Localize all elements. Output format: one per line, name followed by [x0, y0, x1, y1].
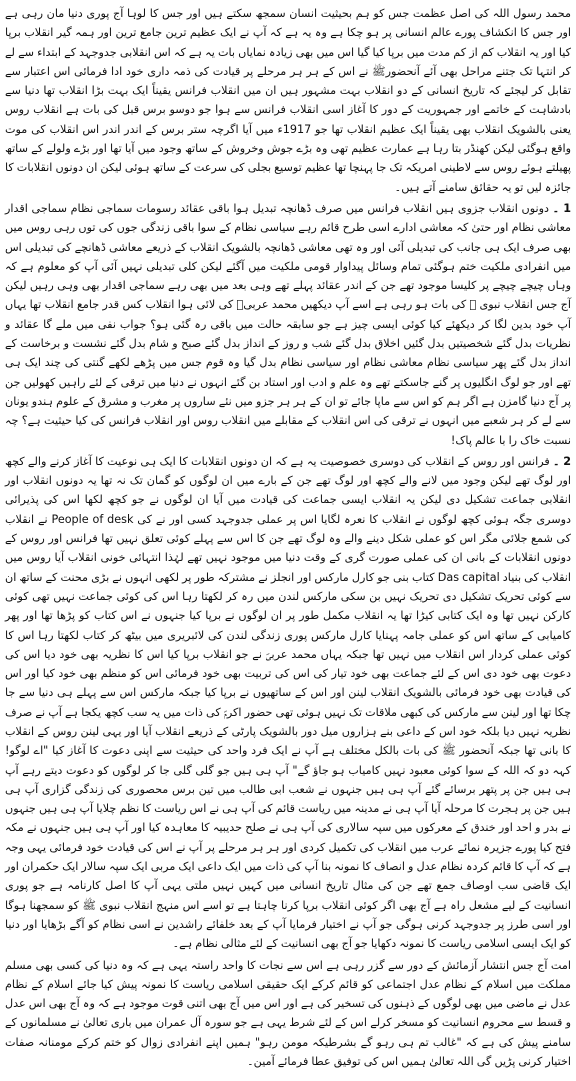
paragraph-point-1 — [5, 199, 571, 450]
paragraph-lead: 1 ۔ — [552, 201, 571, 215]
paragraph-text: دونوں انقلاب جزوی ہیں انقلاب فرانس میں صرف ڈھانچہ تبدیل ہوا باقی عقائد رسومات سماجی نظام سماجی اقدار معاشی نظام اور حتیٰ کہ معاشی ادارے اسی طرح قائم رہے سیاسی نظام کے سوا باقی زندگی جوں کی توں رہی روس میں بھی صرف ایک ہی جانب کی تبدیلی آئی اور وہ تھی معاشی ڈھانچہ بالشویک انقلاب کے ذریعے معاشی ڈھانچے کی تبدیلی اس میں انفرادی ملکیت ختم ہوگئی تمام وسائل پیداوار قومی ملکیت میں آگئے لیکن کلی تبدیلی نہیں آئی آپ کو معلوم ہے کہ وہاں چیچے چیچے پر کلیسا موجود تھے جن کے اندر عقائد پہلے تھے وہی بعد میں بھی رہے سماجی اقدار بھی وہی رہیں لیکن آج جس انقلاب نبوی ﷺ کی بات ہو رہی ہے اسے آپ دیکھیں محمد عربیؐ کی لائی ہوا انقلاب کس قدر جامع انقلاب تھا یہاں آپ خود بدین لگا کر دیکھئے کیا کوئی ایسی چیز ہے جو سابقہ حالت میں باقی رہ گئی ہو؟ جواب نفی میں ملے گا عقائد و نظریات بدل گئے شخصیتیں بدل گئیں اخلاق بدل گئے شب و روز کے انداز بدل گئے صبح و شام بدل گئے نشست و برخاست کے انداز بدل گئے پھر سیاسی نظام معاشی نظام اور سیاسی نظام بدل گیا وہ قوم جس میں پڑھے لکھے گنتی کی چند ایک ہی تھے اور جو لوگ انگلیوں پر گنے جاسکتے تھے وہ علم و ادب اور استاد بن گئے انہوں نے دنیا میں ترقی کے لئے راہیں کھولیں جن پر آج دنیا گامزن ہے اگر ہم کو اس سے ماپا جائے تو ان کے ہر ہر جزو میں نئے ساروں پر مغرب و مشرق کے علوم ہندو یونان سے لے کر ہر شعبے میں انہوں نے ترقی کی اس انقلاب کے مقابلے میں انقلاب روس اور انقلاب فرانس کی کیا حیثیت ہے؟ چہ نسبت خاک را با عالم پاک! — [5, 201, 571, 447]
paragraph-point-2 — [5, 452, 571, 954]
paragraph-text: محمد رسول اللہ کی اصل عظمت جس کو ہم بحیثیت انسان سمجھ سکتے ہیں اور جس کا لوہا آج پوری دنیا مان رہی ہے اور جس کا انکشاف پورے عالم انسانی پر ہو چکا ہے وہ یہ ہے کہ آپ نے ایک عظیم ترین جامع ترین اور ہمہ گیر انقلاب برپا کیا اور یہ انقلاب کم از کم مدت میں برپا کیا گیا اس میں بھی زیادہ نمایاں بات یہ ہے کہ اس انقلابی جدوجہد کے ابتداء سے لے کر انتہا تک جتنے مراحل بھی آئے آنحضورﷺ نے اس کے ہر ہر مرحلے پر قیادت کی ذمہ داری خود ادا فرمائی اس اعتبار سے تقابل کر لیجئے کہ تاریخ انسانی کے دو انقلاب بہت مشہور ہیں ان میں انقلاب فرانس یقیناً ایک بہت بڑا انقلاب تھا دنیا سے بادشاہت کے خاتمے اور جمہوریت کے دور کا آغاز اسی انقلاب فرانس سے ہوا جو دوسو برس قبل کی بات ہے انقلاب روس یعنی بالشویک انقلاب بھی یقیناً ایک عظیم انقلاب تھا جو 1917ء میں آیا اگرچہ ستر برس کے اندر اندر اس انقلاب کی موت واقع ہوگئی لیکن کھنڈر بتا رہا ہے عمارت عظیم تھی وہ بڑے جوش وخروش کے ساتھ وجود میں آیا تھا اور بڑے ولولے کے ساتھ پھیلتے ہوئے روس سے لاطینی امریکہ تک جا پہنچا تھا عظیم توسیع بجلی کی سرعت کے ساتھ ہوئی لیکن ان دونوں انقلابات کا جائزہ لیں تو یہ حقائق سامنے آتے ہیں۔ — [5, 7, 572, 194]
paragraph-text: فرانس اور روس کے انقلاب کی دوسری خصوصیت یہ ہے کہ ان دونوں انقلابات کا ایک ہی نوعیت کا آغاز کرنے والے کچھ اور لوگ تھے لیکن وجود میں لانے والے کچھ اور لوگ تھے جن کے بارے میں ان لوگوں کو گمان تک نہ تھا یہ دونوں انقلاب اور انقلابی جماعت تشکیل دی لیکن یہ انقلاب ایسی جماعت کی قیادت میں آیا ان لوگوں نے جو کچھ لکھا اس کی پذیرائی دوسری جگہ ہوئی کچھ لوگوں نے انقلاب کا نعرہ لگایا اس پر عملی جدوجہد کسی اور نے کی People of desk نے انقلاب کی شمع جلائی مگر اس کو عملی شکل دینے والے وہ لوگ تھے جن کا اس سے پہلے کوئی تعلق نہیں تھا فرانس اور روس کے دونوں انقلابات کے بانی ان کی عملی صورت گری کے وقت دنیا میں موجود نہیں تھے لہٰذا انتہائی خونی انقلاب آیا روس میں انقلاب کی بنیاد Das capital کتاب بنی جو کارل مارکس اور انجلز نے مشترکہ طور پر لکھی انہوں نے بڑی محنت کے ساتھ ان سے کوئی تحریک تشکیل دی تحریک نہیں بن سکی مارکس لندن میں رہ کر لکھتا رہا اس کی کوئی جماعت نہیں تھی کوئی کارکن نہیں تھا وہ ایک کتابی کیڑا تھا یہ انقلاب مکمل طور پر ان لوگوں نے برپا کیا جنہوں نے اس کتاب کو پڑھا تھا اور پھر کامیابی کے ساتھ اس کو عملی جامہ پہنایا کارل مارکس پوری زندگی لندن کی لائبریری میں بیٹھ کر کتاب لکھتا رہا اس کا کوئی عملی کردار اس انقلاب میں نہیں تھا جبکہ یہاں محمد عربیؐ نے جو انقلاب برپا کیا اس کا نظریہ بھی خود دیا اس کی دعوت بھی خود دی اس کے لئے جماعت بھی خود تیار کی اس کی تربیت بھی خود فرمائی اس کو منظم بھی خود کیا اور اس کی قیادت بھی خود فرمائی بالشویک انقلاب لینن اور اس کے ساتھیوں نے برپا کیا جبکہ مارکس اس سے پہلے ہی دنیا سے جا چکا تھا اور لینن سے مارکس کی کبھی ملاقات تک نہیں ہوئی تھی حضور اکرمؐ کی ذات میں یہ سب کچھ یکجا ہے آپ نے صرف نظریہ نہیں دیا بلکہ خود اس کے داعی بنے ہزاروں میل دور بالشویک پارٹی کے ذریعے انقلاب آیا اور یہی لینن روس کے انقلاب کا بانی تھا جبکہ آنحضور ﷺ کی بات بالکل مختلف ہے آپ نے ایک فرد واحد کی حیثیت سے اپنی دعوت کا آغاز کیا "اے لوگو! کہہ دو کہ اللہ کے سوا کوئی معبود نہیں کامیاب ہو جاؤ گے" آپ ہی ہیں جو گلی گلی جا کر لوگوں کو دعوت دیتے رہے آپ ہی ہیں جن پر پتھر برسائے گئے آپ ہی ہیں جنہوں نے شعب ابی طالب میں تین برس محصوری کی زندگی گزاری آپ ہی ہیں جن پر ہجرت کا مرحلہ آیا آپ ہی نے مدینہ میں ریاست قائم کی آپ ہی نے اس ریاست کا نظم چلایا آپ ہی ہیں جنہوں نے بدر و احد اور خندق کے معرکوں میں سپہ سالاری کی آپ ہی نے صلح حدیبیہ کا معاہدہ کیا اور آپ ہی ہیں جنہوں نے مکہ فتح کیا پورے جزیرہ نمائے عرب میں انقلاب کی تکمیل کردی اور ہر ہر مرحلے پر آپ نے اس کی قیادت خود فرمائی یہی وجہ ہے کہ آپ کا قائم کردہ نظام عدل و انصاف کا نمونہ بنا آپ کی ذات میں ایک داعی ایک مربی ایک سپہ سالار ایک حکمران اور ایک قاضی سب اوصاف جمع تھے جن کی مثال تاریخ انسانی میں کہیں نہیں ملتی یہی آپ کا اصل کارنامہ ہے جو پوری انسانیت کے لیے مشعل راہ ہے آج بھی اگر کوئی انقلاب برپا کرنا چاہتا ہے تو اسے اس منہج انقلاب نبوی ﷺ کو سمجھنا ہوگا اور اسی طرز پر جدوجہد کرنی ہوگی جو آپ نے اختیار فرمایا آپ کے بعد خلفائے راشدین نے اسی نظام کو آگے بڑھایا اور دنیا کو ایک ایسی اسلامی ریاست کا نمونہ دکھایا جو آج بھی انسانیت کے لئے مثالی نظام ہے۔ — [5, 454, 572, 951]
paragraph-intro — [5, 4, 571, 197]
paragraph-lead: 2 ۔ — [553, 454, 571, 468]
paragraph-text: امت آج جس انتشار آزمائش کے دور سے گزر رہی ہے اس سے نجات کا واحد راستہ یہی ہے کہ وہ دنیا کی کسی بھی مسلم مملکت میں اسلام کے نظام عدل اجتماعی کو قائم کرکے ایک حقیقی اسلامی ریاست کا نمونہ پیش کیا جائے اسلام کے نظام عدل نے ماضی میں بھی لوگوں کے ذہنوں کی تسخیر کی ہے اور اس میں آج بھی اتنی قوت موجود ہے کہ وہ آج بھی اس عدل و قسط سے محروم انسانیت کو مسخر کرلے اس کے لئے شرط یہی ہے جو سورہ آل عمران میں باری تعالیٰ نے مسلمانوں کے سامنے پیش کی ہے کہ "غالب تم ہی رہو گے بشرطیکہ مومن رہو" ہمیں اپنے انفرادی زوال کو ختم کرکے مومنانہ صفات اختیار کرنی پڑیں گی اللہ تعالیٰ ہمیں اس کی توفیق عطا فرمائے آمین۔ — [5, 958, 571, 1069]
paragraph-conclusion — [5, 956, 571, 1072]
